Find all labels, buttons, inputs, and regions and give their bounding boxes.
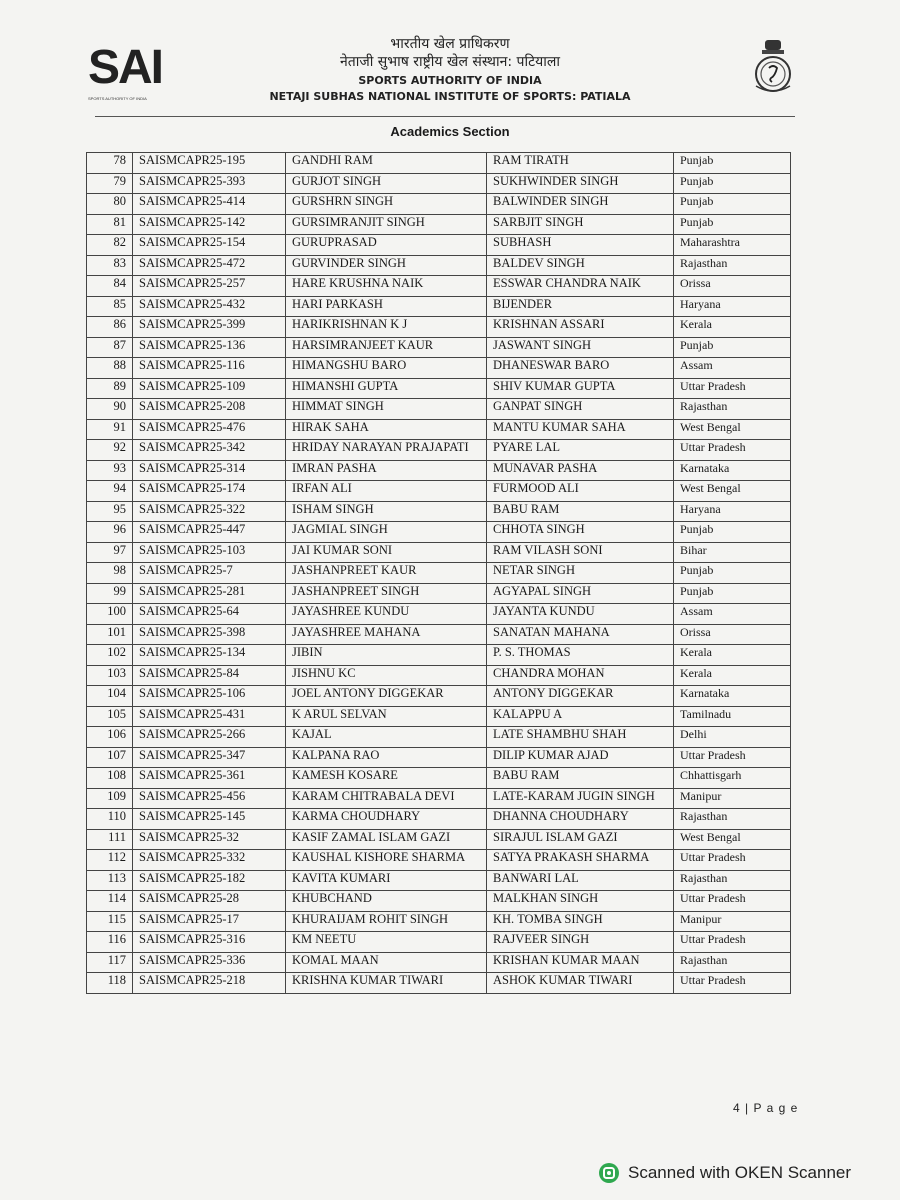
serial-number-cell: 84 <box>87 276 133 297</box>
state-cell: West Bengal <box>674 419 791 440</box>
serial-number-cell: 91 <box>87 419 133 440</box>
sai-logo: SAI <box>88 41 163 94</box>
table-row <box>87 768 791 789</box>
registration-id-cell: SAISMCAPR25-447 <box>133 522 286 543</box>
candidate-name-cell: KALPANA RAO <box>286 747 487 768</box>
table-row <box>87 542 791 563</box>
serial-number-cell: 113 <box>87 870 133 891</box>
serial-number-cell: 87 <box>87 337 133 358</box>
state-cell: Punjab <box>674 214 791 235</box>
candidate-name-cell: KM NEETU <box>286 932 487 953</box>
candidate-name-cell: GURUPRASAD <box>286 235 487 256</box>
scanner-watermark <box>598 1161 851 1185</box>
registration-id-cell: SAISMCAPR25-145 <box>133 809 286 830</box>
candidate-name-cell: HARIKRISHNAN K J <box>286 317 487 338</box>
table-row <box>87 440 791 461</box>
state-cell: Uttar Pradesh <box>674 850 791 871</box>
table-row <box>87 891 791 912</box>
state-cell: Delhi <box>674 727 791 748</box>
scanner-logo-icon <box>598 1162 620 1184</box>
state-cell: Assam <box>674 604 791 625</box>
father-name-cell: BABU RAM <box>487 501 674 522</box>
candidate-name-cell: KAMESH KOSARE <box>286 768 487 789</box>
state-cell: Assam <box>674 358 791 379</box>
candidate-name-cell: KARMA CHOUDHARY <box>286 809 487 830</box>
state-cell: Uttar Pradesh <box>674 747 791 768</box>
table-row <box>87 747 791 768</box>
father-name-cell: SIRAJUL ISLAM GAZI <box>487 829 674 850</box>
registration-id-cell: SAISMCAPR25-316 <box>133 932 286 953</box>
registration-id-cell: SAISMCAPR25-7 <box>133 563 286 584</box>
table-row <box>87 214 791 235</box>
registration-id-cell: SAISMCAPR25-393 <box>133 173 286 194</box>
candidate-name-cell: HRIDAY NARAYAN PRAJAPATI <box>286 440 487 461</box>
father-name-cell: BALDEV SINGH <box>487 255 674 276</box>
table-row <box>87 419 791 440</box>
serial-number-cell: 115 <box>87 911 133 932</box>
father-name-cell: SUKHWINDER SINGH <box>487 173 674 194</box>
father-name-cell: FURMOOD ALI <box>487 481 674 502</box>
serial-number-cell: 97 <box>87 542 133 563</box>
state-cell: Uttar Pradesh <box>674 891 791 912</box>
candidate-name-cell: GURJOT SINGH <box>286 173 487 194</box>
candidate-table <box>86 152 791 994</box>
state-cell: Rajasthan <box>674 952 791 973</box>
table-row <box>87 624 791 645</box>
father-name-cell: PYARE LAL <box>487 440 674 461</box>
father-name-cell: CHHOTA SINGH <box>487 522 674 543</box>
registration-id-cell: SAISMCAPR25-266 <box>133 727 286 748</box>
state-cell: Rajasthan <box>674 870 791 891</box>
father-name-cell: KRISHAN KUMAR MAAN <box>487 952 674 973</box>
table-row <box>87 829 791 850</box>
registration-id-cell: SAISMCAPR25-17 <box>133 911 286 932</box>
registration-id-cell: SAISMCAPR25-136 <box>133 337 286 358</box>
registration-id-cell: SAISMCAPR25-456 <box>133 788 286 809</box>
state-cell: Punjab <box>674 583 791 604</box>
state-cell: Tamilnadu <box>674 706 791 727</box>
table-row <box>87 870 791 891</box>
father-name-cell: RAM VILASH SONI <box>487 542 674 563</box>
father-name-cell: ESSWAR CHANDRA NAIK <box>487 276 674 297</box>
candidate-name-cell: JASHANPREET KAUR <box>286 563 487 584</box>
candidate-name-cell: JAYASHREE KUNDU <box>286 604 487 625</box>
state-cell: Maharashtra <box>674 235 791 256</box>
candidate-name-cell: KHUBCHAND <box>286 891 487 912</box>
serial-number-cell: 82 <box>87 235 133 256</box>
candidate-name-cell: HIRAK SAHA <box>286 419 487 440</box>
table-row <box>87 850 791 871</box>
registration-id-cell: SAISMCAPR25-174 <box>133 481 286 502</box>
candidate-name-cell: ISHAM SINGH <box>286 501 487 522</box>
father-name-cell: ASHOK KUMAR TIWARI <box>487 973 674 994</box>
registration-id-cell: SAISMCAPR25-106 <box>133 686 286 707</box>
father-name-cell: KRISHNAN ASSARI <box>487 317 674 338</box>
serial-number-cell: 88 <box>87 358 133 379</box>
state-cell: Orissa <box>674 276 791 297</box>
candidate-name-cell: GURSIMRANJIT SINGH <box>286 214 487 235</box>
state-cell: Kerala <box>674 665 791 686</box>
registration-id-cell: SAISMCAPR25-142 <box>133 214 286 235</box>
candidate-name-cell: JAGMIAL SINGH <box>286 522 487 543</box>
registration-id-cell: SAISMCAPR25-208 <box>133 399 286 420</box>
registration-id-cell: SAISMCAPR25-431 <box>133 706 286 727</box>
registration-id-cell: SAISMCAPR25-399 <box>133 317 286 338</box>
table-row <box>87 809 791 830</box>
serial-number-cell: 80 <box>87 194 133 215</box>
father-name-cell: SARBJIT SINGH <box>487 214 674 235</box>
serial-number-cell: 86 <box>87 317 133 338</box>
table-row <box>87 255 791 276</box>
serial-number-cell: 95 <box>87 501 133 522</box>
father-name-cell: JASWANT SINGH <box>487 337 674 358</box>
candidate-name-cell: KOMAL MAAN <box>286 952 487 973</box>
serial-number-cell: 90 <box>87 399 133 420</box>
state-cell: Manipur <box>674 911 791 932</box>
serial-number-cell: 81 <box>87 214 133 235</box>
candidate-name-cell: JOEL ANTONY DIGGEKAR <box>286 686 487 707</box>
registration-id-cell: SAISMCAPR25-154 <box>133 235 286 256</box>
table-row <box>87 399 791 420</box>
serial-number-cell: 114 <box>87 891 133 912</box>
serial-number-cell: 92 <box>87 440 133 461</box>
table-row <box>87 501 791 522</box>
registration-id-cell: SAISMCAPR25-361 <box>133 768 286 789</box>
table-row <box>87 727 791 748</box>
registration-id-cell: SAISMCAPR25-336 <box>133 952 286 973</box>
registration-id-cell: SAISMCAPR25-182 <box>133 870 286 891</box>
state-cell: Karnataka <box>674 460 791 481</box>
registration-id-cell: SAISMCAPR25-281 <box>133 583 286 604</box>
candidate-name-cell: KAJAL <box>286 727 487 748</box>
state-cell: Karnataka <box>674 686 791 707</box>
state-cell: Chhattisgarh <box>674 768 791 789</box>
registration-id-cell: SAISMCAPR25-332 <box>133 850 286 871</box>
header-hindi-line-2: नेताजी सुभाष राष्ट्रीय खेल संस्थान: पटियाला <box>339 54 561 70</box>
father-name-cell: LATE-KARAM JUGIN SINGH <box>487 788 674 809</box>
registration-id-cell: SAISMCAPR25-398 <box>133 624 286 645</box>
registration-id-cell: SAISMCAPR25-109 <box>133 378 286 399</box>
registration-id-cell: SAISMCAPR25-347 <box>133 747 286 768</box>
table-row <box>87 153 791 174</box>
table-row <box>87 522 791 543</box>
section-title: Academics Section <box>390 124 510 139</box>
candidate-name-cell: JASHANPREET SINGH <box>286 583 487 604</box>
registration-id-cell: SAISMCAPR25-476 <box>133 419 286 440</box>
candidate-name-cell: KAVITA KUMARI <box>286 870 487 891</box>
table-row <box>87 604 791 625</box>
serial-number-cell: 104 <box>87 686 133 707</box>
state-cell: Uttar Pradesh <box>674 440 791 461</box>
scanner-label: Scanned with OKEN Scanner <box>628 1163 852 1182</box>
state-cell: Uttar Pradesh <box>674 378 791 399</box>
serial-number-cell: 83 <box>87 255 133 276</box>
table-row <box>87 173 791 194</box>
state-cell: Punjab <box>674 194 791 215</box>
table-row <box>87 686 791 707</box>
father-name-cell: SANATAN MAHANA <box>487 624 674 645</box>
serial-number-cell: 109 <box>87 788 133 809</box>
header-hindi-line-1: भारतीय खेल प्राधिकरण <box>390 36 510 52</box>
father-name-cell: BANWARI LAL <box>487 870 674 891</box>
table-row <box>87 276 791 297</box>
registration-id-cell: SAISMCAPR25-28 <box>133 891 286 912</box>
state-cell: Kerala <box>674 645 791 666</box>
serial-number-cell: 96 <box>87 522 133 543</box>
father-name-cell: CHANDRA MOHAN <box>487 665 674 686</box>
state-cell: Kerala <box>674 317 791 338</box>
table-row <box>87 481 791 502</box>
serial-number-cell: 106 <box>87 727 133 748</box>
candidate-name-cell: GURSHRN SINGH <box>286 194 487 215</box>
state-cell: Punjab <box>674 173 791 194</box>
table-row <box>87 665 791 686</box>
state-cell: Manipur <box>674 788 791 809</box>
serial-number-cell: 85 <box>87 296 133 317</box>
father-name-cell: RAM TIRATH <box>487 153 674 174</box>
state-cell: West Bengal <box>674 481 791 502</box>
serial-number-cell: 79 <box>87 173 133 194</box>
registration-id-cell: SAISMCAPR25-322 <box>133 501 286 522</box>
state-cell: Rajasthan <box>674 399 791 420</box>
state-cell: West Bengal <box>674 829 791 850</box>
page-number: 4 | P a g e <box>733 1101 799 1115</box>
candidate-name-cell: IMRAN PASHA <box>286 460 487 481</box>
registration-id-cell: SAISMCAPR25-432 <box>133 296 286 317</box>
father-name-cell: SUBHASH <box>487 235 674 256</box>
candidate-name-cell: HIMANGSHU BARO <box>286 358 487 379</box>
registration-id-cell: SAISMCAPR25-134 <box>133 645 286 666</box>
header-rule <box>95 116 795 117</box>
candidate-name-cell: KASIF ZAMAL ISLAM GAZI <box>286 829 487 850</box>
candidate-name-cell: KHURAIJAM ROHIT SINGH <box>286 911 487 932</box>
serial-number-cell: 107 <box>87 747 133 768</box>
table-row <box>87 952 791 973</box>
table-row <box>87 563 791 584</box>
serial-number-cell: 94 <box>87 481 133 502</box>
serial-number-cell: 98 <box>87 563 133 584</box>
table-row <box>87 788 791 809</box>
father-name-cell: BABU RAM <box>487 768 674 789</box>
registration-id-cell: SAISMCAPR25-414 <box>133 194 286 215</box>
serial-number-cell: 118 <box>87 973 133 994</box>
candidate-name-cell: HARI PARKASH <box>286 296 487 317</box>
serial-number-cell: 117 <box>87 952 133 973</box>
serial-number-cell: 101 <box>87 624 133 645</box>
state-cell: Uttar Pradesh <box>674 973 791 994</box>
candidate-name-cell: K ARUL SELVAN <box>286 706 487 727</box>
serial-number-cell: 93 <box>87 460 133 481</box>
candidate-name-cell: JISHNU KC <box>286 665 487 686</box>
father-name-cell: ANTONY DIGGEKAR <box>487 686 674 707</box>
father-name-cell: DHANNA CHOUDHARY <box>487 809 674 830</box>
candidate-name-cell: KAUSHAL KISHORE SHARMA <box>286 850 487 871</box>
candidate-name-cell: HIMANSHI GUPTA <box>286 378 487 399</box>
candidate-table-body <box>87 153 791 994</box>
candidate-name-cell: JIBIN <box>286 645 487 666</box>
serial-number-cell: 112 <box>87 850 133 871</box>
father-name-cell: JAYANTA KUNDU <box>487 604 674 625</box>
registration-id-cell: SAISMCAPR25-32 <box>133 829 286 850</box>
table-row <box>87 973 791 994</box>
table-row <box>87 645 791 666</box>
table-row <box>87 358 791 379</box>
registration-id-cell: SAISMCAPR25-218 <box>133 973 286 994</box>
serial-number-cell: 99 <box>87 583 133 604</box>
father-name-cell: MANTU KUMAR SAHA <box>487 419 674 440</box>
candidate-name-cell: HIMMAT SINGH <box>286 399 487 420</box>
registration-id-cell: SAISMCAPR25-103 <box>133 542 286 563</box>
serial-number-cell: 100 <box>87 604 133 625</box>
candidate-name-cell: GURVINDER SINGH <box>286 255 487 276</box>
state-cell: Punjab <box>674 337 791 358</box>
state-cell: Rajasthan <box>674 809 791 830</box>
state-cell: Haryana <box>674 296 791 317</box>
state-cell: Rajasthan <box>674 255 791 276</box>
table-row <box>87 378 791 399</box>
table-row <box>87 911 791 932</box>
candidate-name-cell: GANDHI RAM <box>286 153 487 174</box>
state-cell: Uttar Pradesh <box>674 932 791 953</box>
candidate-name-cell: JAYASHREE MAHANA <box>286 624 487 645</box>
father-name-cell: KH. TOMBA SINGH <box>487 911 674 932</box>
table-row <box>87 460 791 481</box>
sai-logo-subtext: SPORTS AUTHORITY OF INDIA <box>88 96 147 101</box>
father-name-cell: KALAPPU A <box>487 706 674 727</box>
serial-number-cell: 116 <box>87 932 133 953</box>
table-row <box>87 706 791 727</box>
table-row <box>87 235 791 256</box>
serial-number-cell: 102 <box>87 645 133 666</box>
father-name-cell: MALKHAN SINGH <box>487 891 674 912</box>
state-cell: Bihar <box>674 542 791 563</box>
serial-number-cell: 78 <box>87 153 133 174</box>
table-row <box>87 583 791 604</box>
state-cell: Punjab <box>674 563 791 584</box>
table-row <box>87 932 791 953</box>
table-row <box>87 296 791 317</box>
father-name-cell: LATE SHAMBHU SHAH <box>487 727 674 748</box>
registration-id-cell: SAISMCAPR25-314 <box>133 460 286 481</box>
father-name-cell: SHIV KUMAR GUPTA <box>487 378 674 399</box>
state-cell: Punjab <box>674 153 791 174</box>
candidate-name-cell: HARE KRUSHNA NAIK <box>286 276 487 297</box>
state-cell: Punjab <box>674 522 791 543</box>
registration-id-cell: SAISMCAPR25-116 <box>133 358 286 379</box>
father-name-cell: RAJVEER SINGH <box>487 932 674 953</box>
candidate-name-cell: KRISHNA KUMAR TIWARI <box>286 973 487 994</box>
state-cell: Haryana <box>674 501 791 522</box>
candidate-name-cell: HARSIMRANJEET KAUR <box>286 337 487 358</box>
serial-number-cell: 110 <box>87 809 133 830</box>
table-row <box>87 194 791 215</box>
serial-number-cell: 105 <box>87 706 133 727</box>
father-name-cell: AGYAPAL SINGH <box>487 583 674 604</box>
father-name-cell: DHANESWAR BARO <box>487 358 674 379</box>
table-row <box>87 337 791 358</box>
father-name-cell: BIJENDER <box>487 296 674 317</box>
father-name-cell: GANPAT SINGH <box>487 399 674 420</box>
candidate-name-cell: KARAM CHITRABALA DEVI <box>286 788 487 809</box>
header-english-line-2: NETAJI SUBHAS NATIONAL INSTITUTE OF SPORTS: PATIALA <box>269 90 631 103</box>
registration-id-cell: SAISMCAPR25-342 <box>133 440 286 461</box>
father-name-cell: NETAR SINGH <box>487 563 674 584</box>
serial-number-cell: 103 <box>87 665 133 686</box>
table-row <box>87 317 791 338</box>
header-english-line-1: SPORTS AUTHORITY OF INDIA <box>358 74 542 87</box>
serial-number-cell: 111 <box>87 829 133 850</box>
father-name-cell: DILIP KUMAR AJAD <box>487 747 674 768</box>
document-header <box>0 0 900 120</box>
registration-id-cell: SAISMCAPR25-64 <box>133 604 286 625</box>
state-cell: Orissa <box>674 624 791 645</box>
serial-number-cell: 89 <box>87 378 133 399</box>
father-name-cell: MUNAVAR PASHA <box>487 460 674 481</box>
registration-id-cell: SAISMCAPR25-195 <box>133 153 286 174</box>
candidate-name-cell: IRFAN ALI <box>286 481 487 502</box>
registration-id-cell: SAISMCAPR25-257 <box>133 276 286 297</box>
serial-number-cell: 108 <box>87 768 133 789</box>
registration-id-cell: SAISMCAPR25-84 <box>133 665 286 686</box>
father-name-cell: BALWINDER SINGH <box>487 194 674 215</box>
father-name-cell: SATYA PRAKASH SHARMA <box>487 850 674 871</box>
emblem-icon <box>748 38 798 98</box>
candidate-name-cell: JAI KUMAR SONI <box>286 542 487 563</box>
registration-id-cell: SAISMCAPR25-472 <box>133 255 286 276</box>
father-name-cell: P. S. THOMAS <box>487 645 674 666</box>
